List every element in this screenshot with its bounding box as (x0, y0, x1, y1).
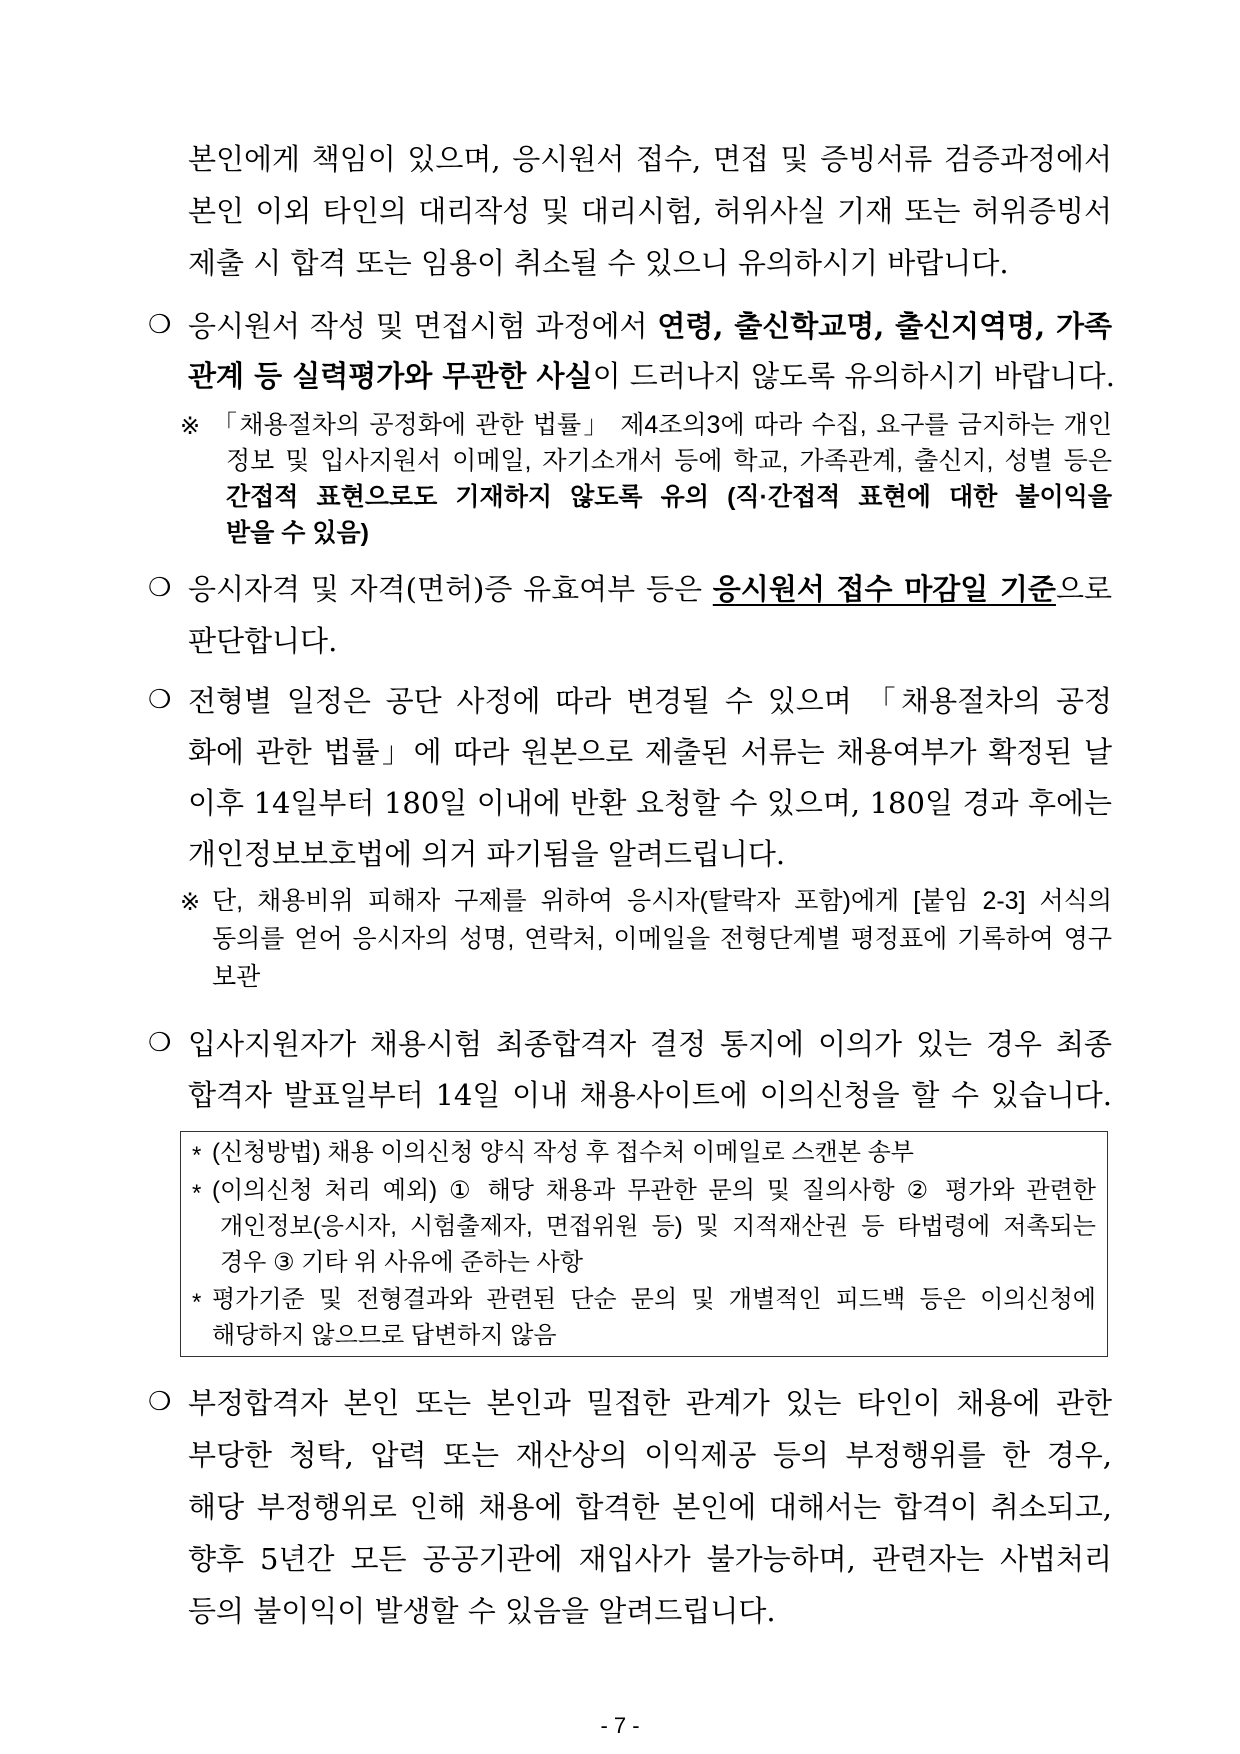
continuation-line-3: 제출 시 합격 또는 임용이 취소될 수 있으니 유의하시기 바랍니다. (188, 246, 1009, 280)
objection-box-row-2-line-3: 경우 ③ 기타 위 사유에 준하는 사항 (220, 1249, 583, 1276)
item1-line-2: 관계 등 실력평가와 무관한 사실이 드러나지 않도록 유의하시기 바랍니다. (188, 359, 1115, 393)
item1-note-line-3: 간접적 표현으로도 기재하지 않도록 유의 (직·간접적 표현에 대한 불이익을 (226, 483, 1112, 511)
item4-line-2: 합격자 발표일부터 14일 이내 채용사이트에 이의신청을 할 수 있습니다. (188, 1078, 1112, 1112)
objection-box-row-3-line-2: 해당하지 않으므로 답변하지 않음 (212, 1322, 557, 1349)
objection-box-row-3-line-1: 평가기준 및 전형결과와 관련된 단순 문의 및 개별적인 피드백 등은 이의신청에 (212, 1286, 1096, 1313)
page-number: - 7 - (600, 1713, 640, 1738)
item5-line-5: 등의 불이익이 발생할 수 있음을 알려드립니다. (188, 1594, 776, 1628)
objection-box-row-2-line-1: (이의신청 처리 예외) ① 해당 채용과 무관한 문의 및 질의사항 ② 평가와 관련한 (212, 1177, 1096, 1204)
item3-note-line-1: 단, 채용비위 피해자 구제를 위하여 응시자(탈락자 포함)에게 [붙임 2-3] 서식의 (212, 887, 1112, 915)
item3-line-2: 화에 관한 법률」에 따라 원본으로 제출된 서류는 채용여부가 확정된 날 (188, 735, 1112, 769)
asterisk-icon: * (192, 1142, 202, 1169)
objection-box-row-1: (신청방법) 채용 이의신청 양식 작성 후 접수처 이메일로 스캔본 송부 (212, 1139, 914, 1166)
asterisk-icon: * (192, 1289, 202, 1316)
item2-line-2: 판단합니다. (188, 624, 338, 658)
item3-note-line-2: 동의를 얻어 응시자의 성명, 연락처, 이메일을 전형단계별 평정표에 기록하여 영구 (212, 925, 1112, 953)
continuation-line-1: 본인에게 책임이 있으며, 응시원서 접수, 면접 및 증빙서류 검증과정에서 (188, 142, 1112, 176)
item1-note-line-1: 「채용절차의 공정화에 관한 법률」 제4조의3에 따라 수집, 요구를 금지하는 개인 (212, 411, 1112, 439)
item5-line-4: 향후 5년간 모든 공공기관에 재입사가 불가능하며, 관련자는 사법처리 (188, 1542, 1112, 1576)
item2-line-1: 응시자격 및 자격(면허)증 유효여부 등은 응시원서 접수 마감일 기준으로 (188, 572, 1112, 606)
bullet-icon: ❍ (148, 1028, 172, 1058)
objection-box-row-2-line-2: 개인정보(응시자, 시험출제자, 면접위원 등) 및 지적재산권 등 타법령에 저촉되는 (220, 1213, 1096, 1240)
item5-line-2: 부당한 청탁, 압력 또는 재산상의 이익제공 등의 부정행위를 한 경우, (188, 1438, 1112, 1472)
item5-line-1: 부정합격자 본인 또는 본인과 밀접한 관계가 있는 타인이 채용에 관한 (188, 1386, 1112, 1420)
item5-line-3: 해당 부정행위로 인해 채용에 합격한 본인에 대해서는 합격이 취소되고, (188, 1490, 1112, 1524)
item1-note-line-4: 받을 수 있음) (226, 519, 369, 547)
bullet-icon: ❍ (148, 685, 172, 715)
item1-note-line-2: 정보 및 입사지원서 이메일, 자기소개서 등에 학교, 가족관계, 출신지, 성별 등은 (226, 447, 1112, 475)
item3-line-4: 개인정보보호법에 의거 파기됨을 알려드립니다. (188, 837, 786, 871)
item3-line-1: 전형별 일정은 공단 사정에 따라 변경될 수 있으며 「채용절차의 공정 (188, 684, 1112, 718)
asterisk-icon: * (192, 1180, 202, 1207)
item4-line-1: 입사지원자가 채용시험 최종합격자 결정 통지에 이의가 있는 경우 최종 (188, 1027, 1112, 1061)
item3-note-line-3: 보관 (212, 963, 261, 991)
bullet-icon: ❍ (148, 573, 172, 603)
reference-mark-icon: ※ (180, 888, 201, 916)
item3-line-3: 이후 14일부터 180일 이내에 반환 요청할 수 있으며, 180일 경과 후에는 (188, 786, 1112, 820)
bullet-icon: ❍ (148, 1387, 172, 1417)
continuation-line-2: 본인 이외 타인의 대리작성 및 대리시험, 허위사실 기재 또는 허위증빙서 (188, 194, 1112, 228)
bullet-icon: ❍ (148, 310, 172, 340)
reference-mark-icon: ※ (180, 412, 201, 440)
item1-line-1: 응시원서 작성 및 면접시험 과정에서 연령, 출신학교명, 출신지역명, 가족 (188, 309, 1112, 343)
